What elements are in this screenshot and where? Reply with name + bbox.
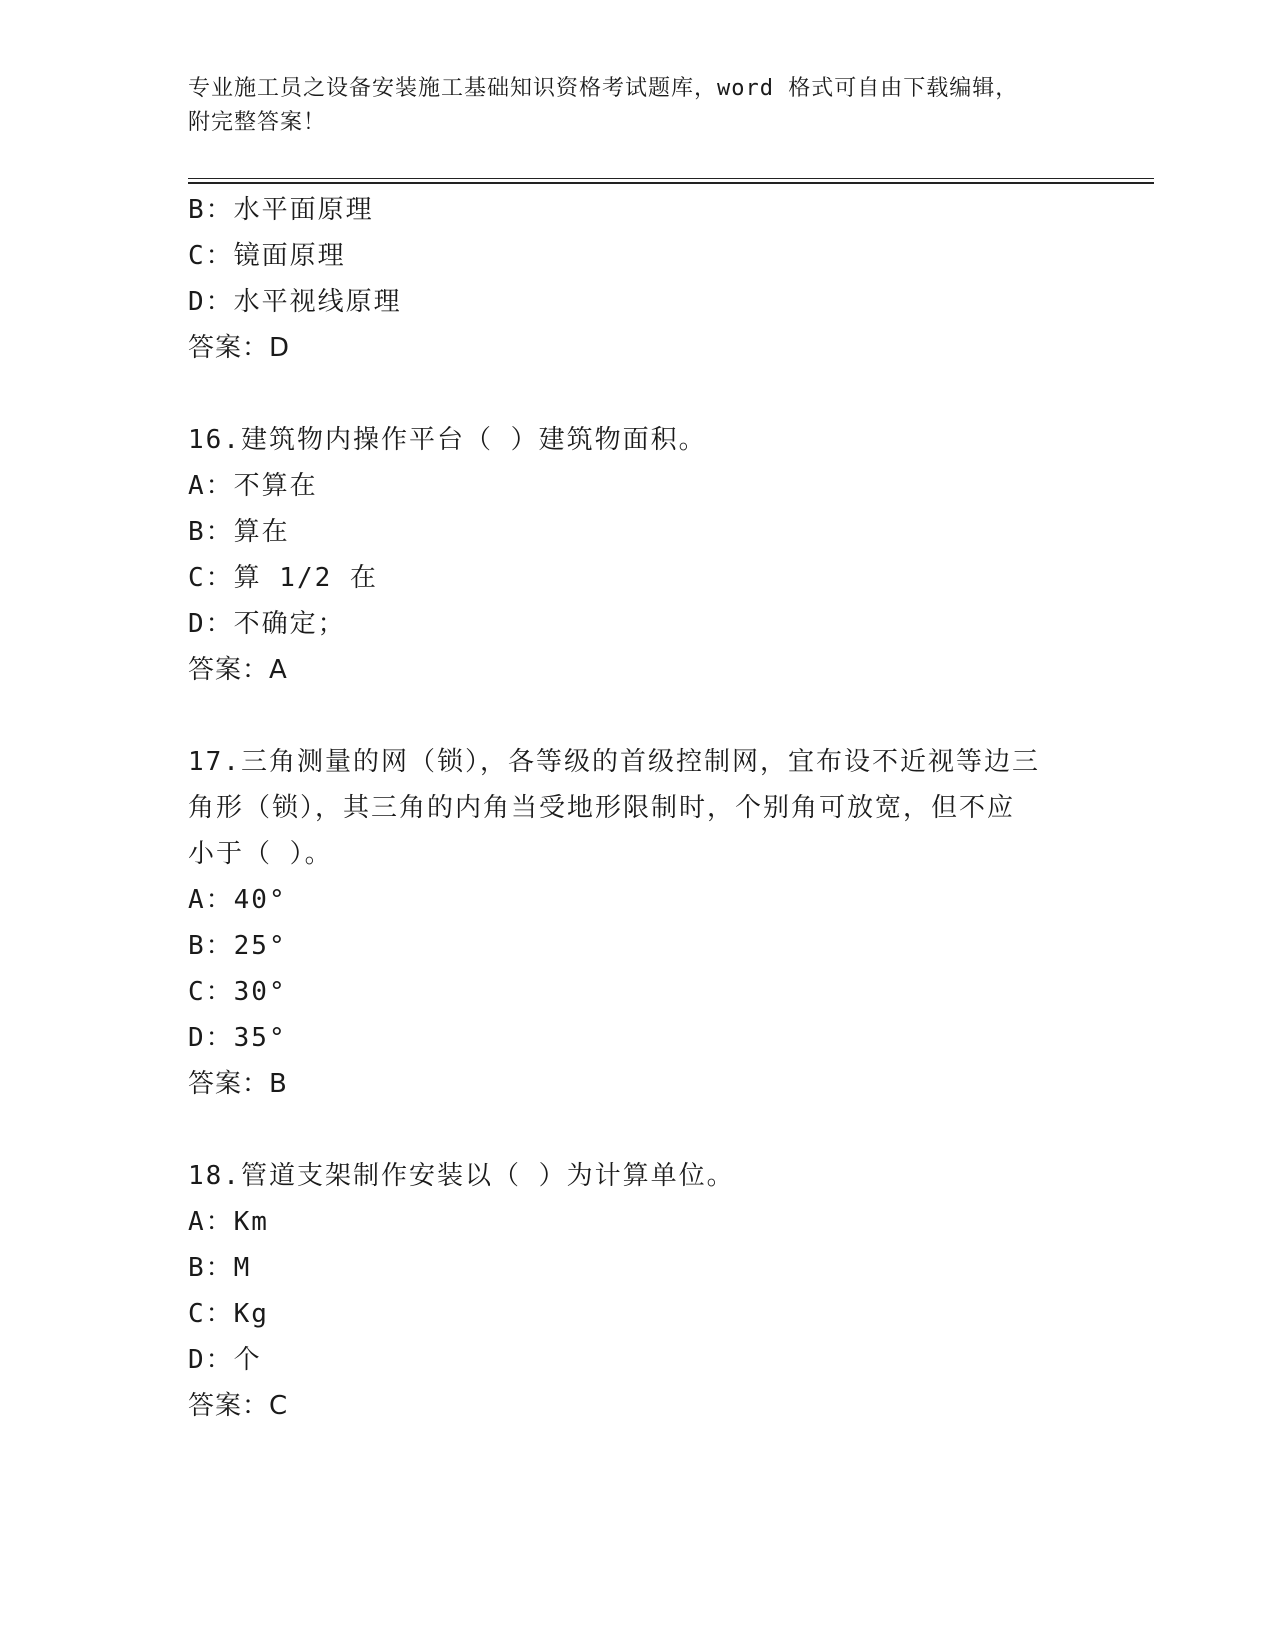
option-b: B：水平面原理 xyxy=(188,195,374,225)
answer: 答案：A xyxy=(188,655,288,685)
option-a: A：Km xyxy=(188,1207,269,1237)
question-17 xyxy=(188,739,1088,1107)
question-list xyxy=(188,187,1088,1429)
question-stem: 18.管道支架制作安装以（ ）为计算单位。 xyxy=(188,1161,735,1191)
spacer xyxy=(188,1107,1088,1153)
question-18 xyxy=(188,1153,1088,1429)
answer: 答案：C xyxy=(188,1391,289,1421)
option-c: C：Kg xyxy=(188,1299,269,1329)
spacer xyxy=(188,693,1088,739)
option-d: D：个 xyxy=(188,1345,262,1375)
question-16 xyxy=(188,417,1088,693)
spacer xyxy=(188,371,1088,417)
option-d: D：不确定； xyxy=(188,609,346,639)
header-line-2: 附完整答案！ xyxy=(188,110,327,135)
header-line-1: 专业施工员之设备安装施工基础知识资格考试题库，word 格式可自由下载编辑， xyxy=(188,76,1019,101)
option-c: C：算 1/2 在 xyxy=(188,563,378,593)
question-stem xyxy=(188,739,1088,877)
stem-line: 角形（锁），其三角的内角当受地形限制时，个别角可放宽，但不应 xyxy=(188,793,1016,823)
stem-line: 小于（ ）。 xyxy=(188,839,333,869)
option-d: D：水平视线原理 xyxy=(188,287,402,317)
stem-line: 17.三角测量的网（锁），各等级的首级控制网，宜布设不近视等边三 xyxy=(188,747,1040,777)
option-a: A：40° xyxy=(188,885,287,915)
document-header xyxy=(188,72,1088,140)
option-c: C：30° xyxy=(188,977,287,1007)
answer: 答案：B xyxy=(188,1069,288,1099)
question-stem: 16.建筑物内操作平台（ ）建筑物面积。 xyxy=(188,425,707,455)
header-divider-thin xyxy=(188,178,1154,179)
option-b: B：25° xyxy=(188,931,287,961)
option-b: B：算在 xyxy=(188,517,290,547)
option-a: A：不算在 xyxy=(188,471,318,501)
question-15-tail xyxy=(188,187,1088,371)
option-d: D：35° xyxy=(188,1023,287,1053)
option-c: C：镜面原理 xyxy=(188,241,346,271)
answer: 答案：D xyxy=(188,333,291,363)
header-divider-thick xyxy=(188,182,1154,184)
option-b: B：M xyxy=(188,1253,252,1283)
